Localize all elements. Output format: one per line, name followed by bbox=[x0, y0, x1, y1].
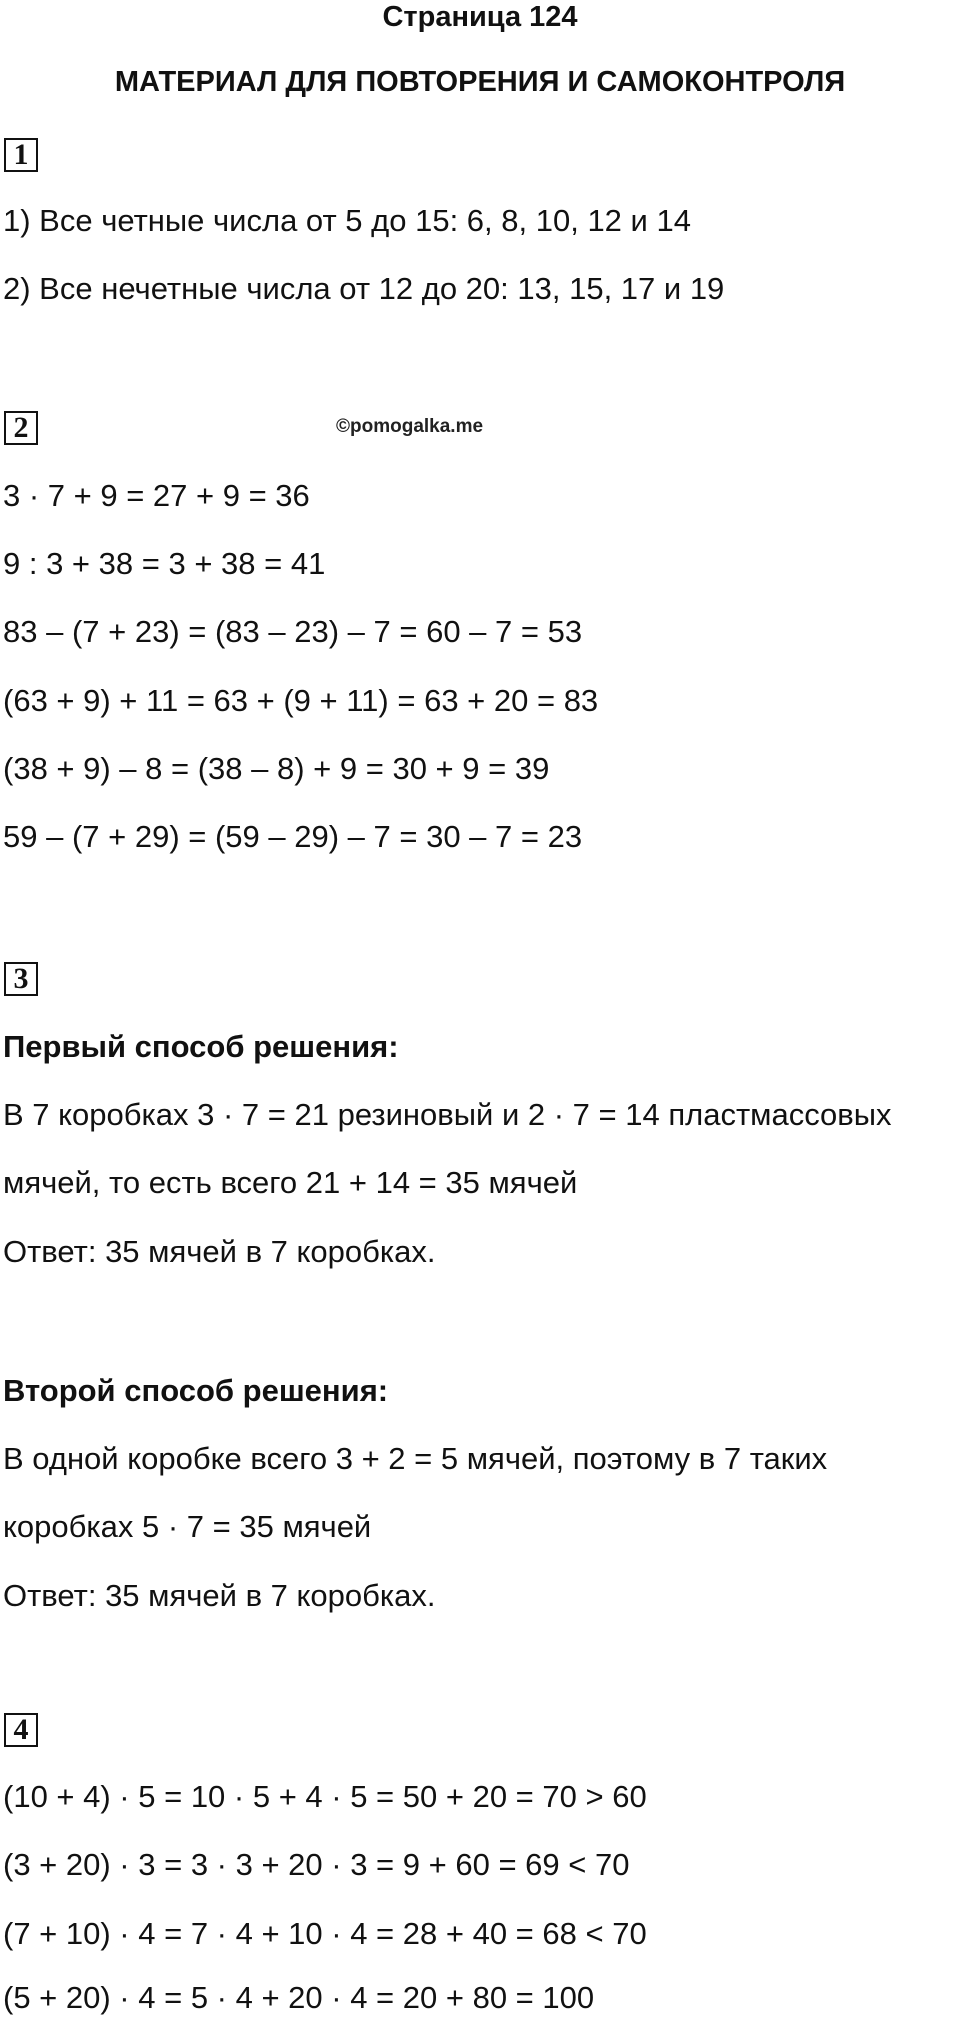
task-2-line-2: 9 : 3 + 38 = 3 + 38 = 41 bbox=[3, 546, 326, 581]
watermark: ©pomogalka.me bbox=[336, 416, 484, 437]
task-4-line-1: (10 + 4) · 5 = 10 · 5 + 4 · 5 = 50 + 20 = 70 > 60 bbox=[3, 1779, 647, 1814]
task-1-line-1: 1) Все четные числа от 5 до 15: 6, 8, 10, 12 и 14 bbox=[3, 203, 691, 238]
task-3-method-2-answer: Ответ: 35 мячей в 7 коробках. bbox=[3, 1578, 436, 1613]
page-title: Страница 124 bbox=[382, 1, 578, 33]
task-3-method-1-line-2: мячей, то есть всего 21 + 14 = 35 мячей bbox=[3, 1165, 578, 1200]
task-3-method-1-heading: Первый способ решения: bbox=[3, 1029, 399, 1064]
section-title: МАТЕРИАЛ ДЛЯ ПОВТОРЕНИЯ И САМОКОНТРОЛЯ bbox=[114, 66, 846, 98]
task-1-line-2: 2) Все нечетные числа от 12 до 20: 13, 15, 17 и 19 bbox=[3, 271, 725, 306]
task-4-line-2: (3 + 20) · 3 = 3 · 3 + 20 · 3 = 9 + 60 = 69 < 70 bbox=[3, 1847, 630, 1882]
task-3-method-2-heading: Второй способ решения: bbox=[3, 1373, 389, 1408]
task-3-method-1-line-1: В 7 коробках 3 · 7 = 21 резиновый и 2 · 7 = 14 пластмассовых bbox=[3, 1097, 892, 1132]
task-4-line-3: (7 + 10) · 4 = 7 · 4 + 10 · 4 = 28 + 40 = 68 < 70 bbox=[3, 1916, 647, 1951]
task-4-line-4: (5 + 20) · 4 = 5 · 4 + 20 · 4 = 20 + 80 = 100 bbox=[3, 1980, 595, 2015]
task-2-line-5: (38 + 9) – 8 = (38 – 8) + 9 = 30 + 9 = 39 bbox=[3, 751, 550, 786]
task-2-line-6: 59 – (7 + 29) = (59 – 29) – 7 = 30 – 7 = 23 bbox=[3, 819, 583, 854]
task-3-method-2-line-2: коробках 5 · 7 = 35 мячей bbox=[3, 1509, 372, 1544]
task-2-number: 2 bbox=[4, 411, 38, 445]
task-2-line-4: (63 + 9) + 11 = 63 + (9 + 11) = 63 + 20 = 83 bbox=[3, 683, 599, 718]
task-3-method-1-answer: Ответ: 35 мячей в 7 коробках. bbox=[3, 1234, 436, 1269]
task-3-method-2-line-1: В одной коробке всего 3 + 2 = 5 мячей, поэтому в 7 таких bbox=[3, 1441, 828, 1476]
task-4-number: 4 bbox=[4, 1713, 38, 1747]
task-2-line-1: 3 · 7 + 9 = 27 + 9 = 36 bbox=[3, 478, 310, 513]
task-3-number: 3 bbox=[4, 962, 38, 996]
task-1-number: 1 bbox=[4, 138, 38, 172]
task-2-line-3: 83 – (7 + 23) = (83 – 23) – 7 = 60 – 7 = 53 bbox=[3, 614, 583, 649]
